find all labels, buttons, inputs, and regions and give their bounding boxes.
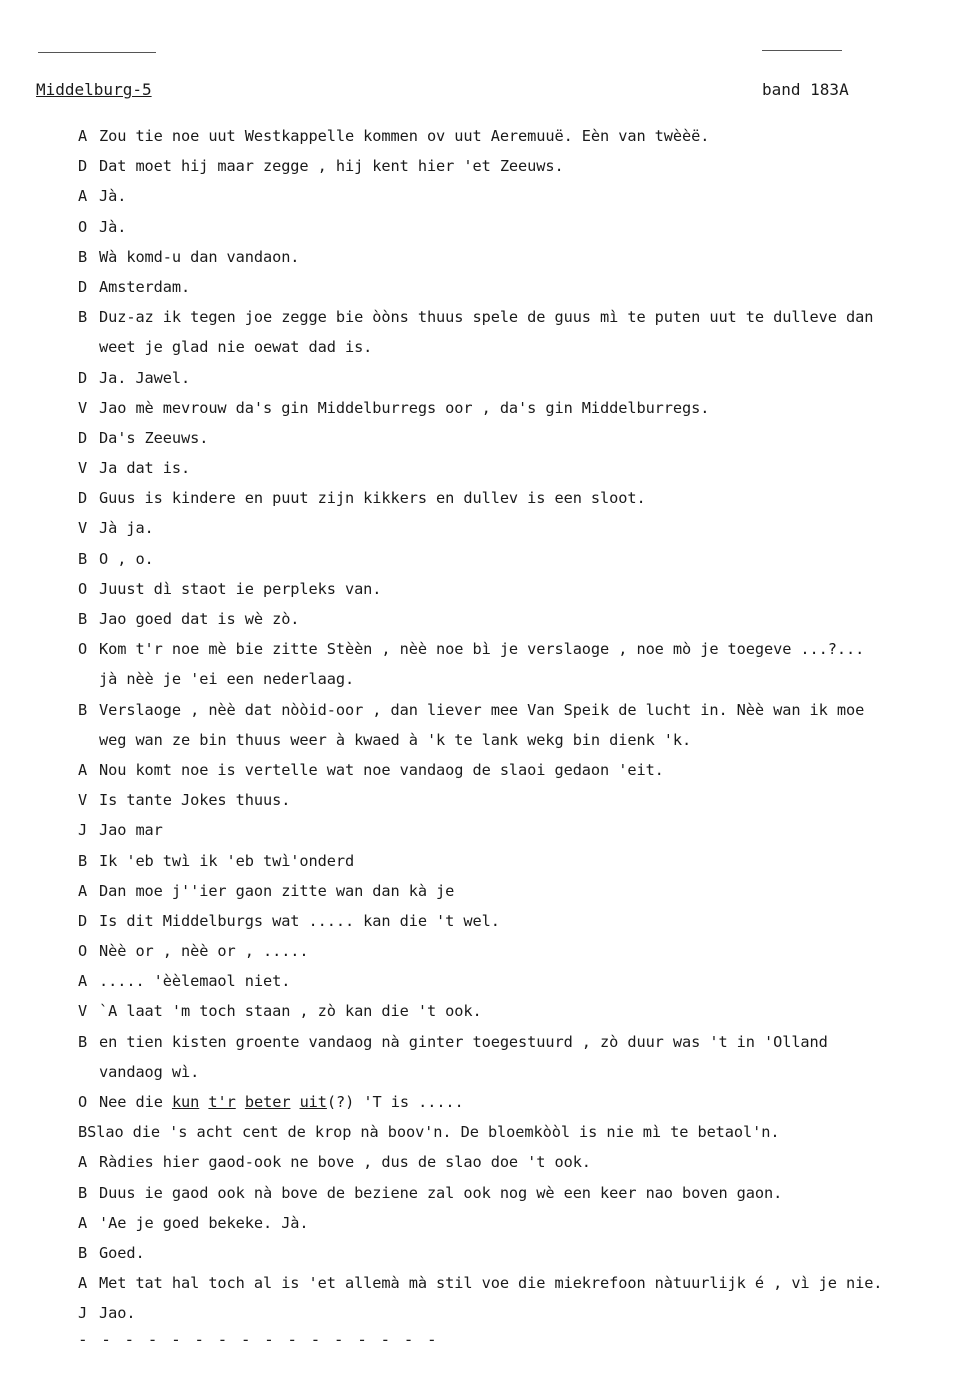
utterance-line [78,1238,968,1268]
speaker-label: A [78,760,88,779]
speaker-label: V [78,459,88,478]
utterance-line [78,936,968,966]
utterance-text: en tien kisten groente vandaog nà ginter toegestuurd , zò duur was 't in 'Olland [99,1032,828,1051]
utterance-text: `A laat 'm toch staan , zò kan die 't ook. [99,1002,482,1021]
utterance-line [78,453,968,483]
utterance-text: jà nèè je 'ei een nederlaag. [99,670,355,689]
utterance-text: 'Ae je goed bekeke. Jà. [99,1213,309,1232]
speaker-label: A [78,1274,88,1293]
speaker-label: D [78,911,88,930]
utterance-line [78,1027,968,1057]
utterance-line [78,544,968,574]
speaker-label: A [78,1153,88,1172]
utterance-line [78,151,968,181]
utterance-line [78,1087,968,1117]
utterance-text: Duus ie gaod ook nà bove de beziene zal ook nog wè een keer nao boven gaon. [99,1183,783,1202]
utterance-line [78,846,968,876]
utterance-text: Guus is kindere en puut zijn kikkers en dullev is een sloot. [99,489,646,508]
utterance-line [78,483,968,513]
utterance-text: Amsterdam. [99,277,191,296]
utterance-line [78,181,968,211]
utterance-text: vandaog wì. [99,1062,200,1081]
utterance-line [78,755,968,785]
utterance-line [78,513,968,543]
utterance-text: Jao mar [99,821,163,840]
speaker-label: D [78,368,88,387]
utterance-text: weg wan ze bin thuus weer à kwaed à 'k te lank wekg bin dienk 'k. [99,730,692,749]
utterance-line [78,393,968,423]
utterance-line [78,1268,968,1298]
utterance-line [78,242,968,272]
speaker-label: V [78,1002,88,1021]
transcript-location: Middelburg-5 [36,80,152,99]
utterance-text: Goed. [99,1243,145,1262]
utterance-line [78,1178,968,1208]
speaker-label: D [78,489,88,508]
utterance-line [78,996,968,1026]
utterance-text: Jà. [99,187,127,206]
speaker-label: B [78,610,88,628]
speaker-label: D [78,277,88,296]
utterance-text: Juust dì staot ie perpleks van. [99,579,382,598]
utterance-text: Jao. [99,1304,136,1323]
speaker-label: B [78,1183,88,1202]
speaker-label: B [78,700,88,719]
speaker-label: B [78,247,88,266]
utterance-text: Zou tie noe uut Westkappelle kommen ov uut Aeremuuë. Eèn van twèèë. [99,127,710,145]
speaker-label: O [78,579,88,598]
utterance-text: Ja dat is. [99,459,191,478]
utterance-text: Kom t'r noe mè bie zitte Stèèn , nèè noe bì je verslaoge , noe mò je toegeve ...?... [99,640,865,659]
utterance-line [78,1208,968,1238]
utterance-text: O , o. [99,549,154,568]
utterance-text: Jao goed dat is wè zò. [99,610,300,628]
tape-reference: band 183A [762,80,849,99]
speaker-label: O [78,1093,88,1111]
utterance-line [78,121,968,151]
end-rule: - - - - - - - - - - - - - - - - [78,1330,439,1349]
utterance-text: Slao die 's acht cent de krop nà boov'n. De bloemkòòl is nie mì te betaol'n. [87,1123,780,1142]
utterance-text: Ik 'eb twì ik 'eb twì'onderd [99,851,355,870]
utterance-line [78,966,968,996]
speaker-label: B [78,1123,88,1142]
utterance-line [78,1117,968,1147]
speaker-label: J [78,821,88,840]
speaker-label: V [78,519,88,538]
speaker-label: D [78,157,88,176]
utterance-line [78,302,968,332]
utterance-text: Verslaoge , nèè dat nòòid-oor , dan liever mee Van Speik de lucht in. Nèè wan ik moe [99,700,865,719]
utterance-line [78,363,968,393]
speaker-label: B [78,549,88,568]
speaker-label: A [78,127,88,145]
utterance-line [78,695,968,725]
utterance-line [78,604,968,634]
utterance-continuation [78,1057,968,1087]
utterance-text: Dat moet hij maar zegge , hij kent hier 'et Zeeuws. [99,157,564,176]
speaker-label: D [78,428,88,447]
utterance-text: Jà ja. [99,519,154,538]
utterance-line [78,785,968,815]
utterance-line [78,906,968,936]
utterance-text: Jà. [99,217,127,236]
utterance-continuation [78,332,968,362]
utterance-text: Is tante Jokes thuus. [99,791,291,810]
speaker-label: A [78,1213,88,1232]
speaker-label: V [78,398,88,417]
utterance-text: Nou komt noe is vertelle wat noe vandaog de slaoi gedaon 'eit. [99,760,664,779]
utterance-line [78,574,968,604]
utterance-text: Ja. Jawel. [99,368,191,387]
speaker-label: B [78,851,88,870]
speaker-label: A [78,187,88,206]
utterance-line [78,272,968,302]
utterance-text: Nèè or , nèè or , ..... [99,942,309,961]
utterance-text: Nee die kun t'r beter uit(?) 'T is ..... [99,1093,464,1111]
speaker-label: B [78,1032,88,1051]
utterance-text: ..... 'èèlemaol niet. [99,972,291,991]
utterance-line [78,634,968,664]
speaker-label: J [78,1304,88,1323]
scan-mark [38,52,156,53]
utterance-text: Jao mè mevrouw da's gin Middelburregs oor , da's gin Middelburregs. [99,398,710,417]
utterance-text: Ràdies hier gaod-ook ne bove , dus de slao doe 't ook. [99,1153,591,1172]
speaker-label: O [78,217,88,236]
utterance-line [78,212,968,242]
utterance-line [78,423,968,453]
speaker-label: A [78,881,88,900]
utterance-line [78,1298,968,1328]
speaker-label: A [78,972,88,991]
utterance-text: weet je glad nie oewat dad is. [99,338,373,357]
utterance-text: Met tat hal toch al is 'et allemà mà stil voe die miekrefoon nàtuurlijk é , vì je nie. [99,1274,883,1293]
speaker-label: O [78,640,88,659]
utterance-line [78,876,968,906]
utterance-text: Is dit Middelburgs wat ..... kan die 't wel. [99,911,500,930]
utterance-continuation [78,725,968,755]
utterance-line [78,815,968,845]
utterance-line [78,1147,968,1177]
scan-mark [762,50,842,51]
utterance-text: Wà komd-u dan vandaon. [99,247,300,266]
speaker-label: B [78,308,88,327]
utterance-continuation [78,664,968,694]
speaker-label: V [78,791,88,810]
speaker-label: B [78,1243,88,1262]
utterance-text: Duz-az ik tegen joe zegge bie òòns thuus spele de guus mì te puten uut te dulleve dan [99,308,874,327]
utterance-text: Da's Zeeuws. [99,428,209,447]
speaker-label: O [78,942,88,961]
utterance-text: Dan moe j''ier gaon zitte wan dan kà je [99,881,455,900]
dialogue-transcript [78,121,968,1329]
